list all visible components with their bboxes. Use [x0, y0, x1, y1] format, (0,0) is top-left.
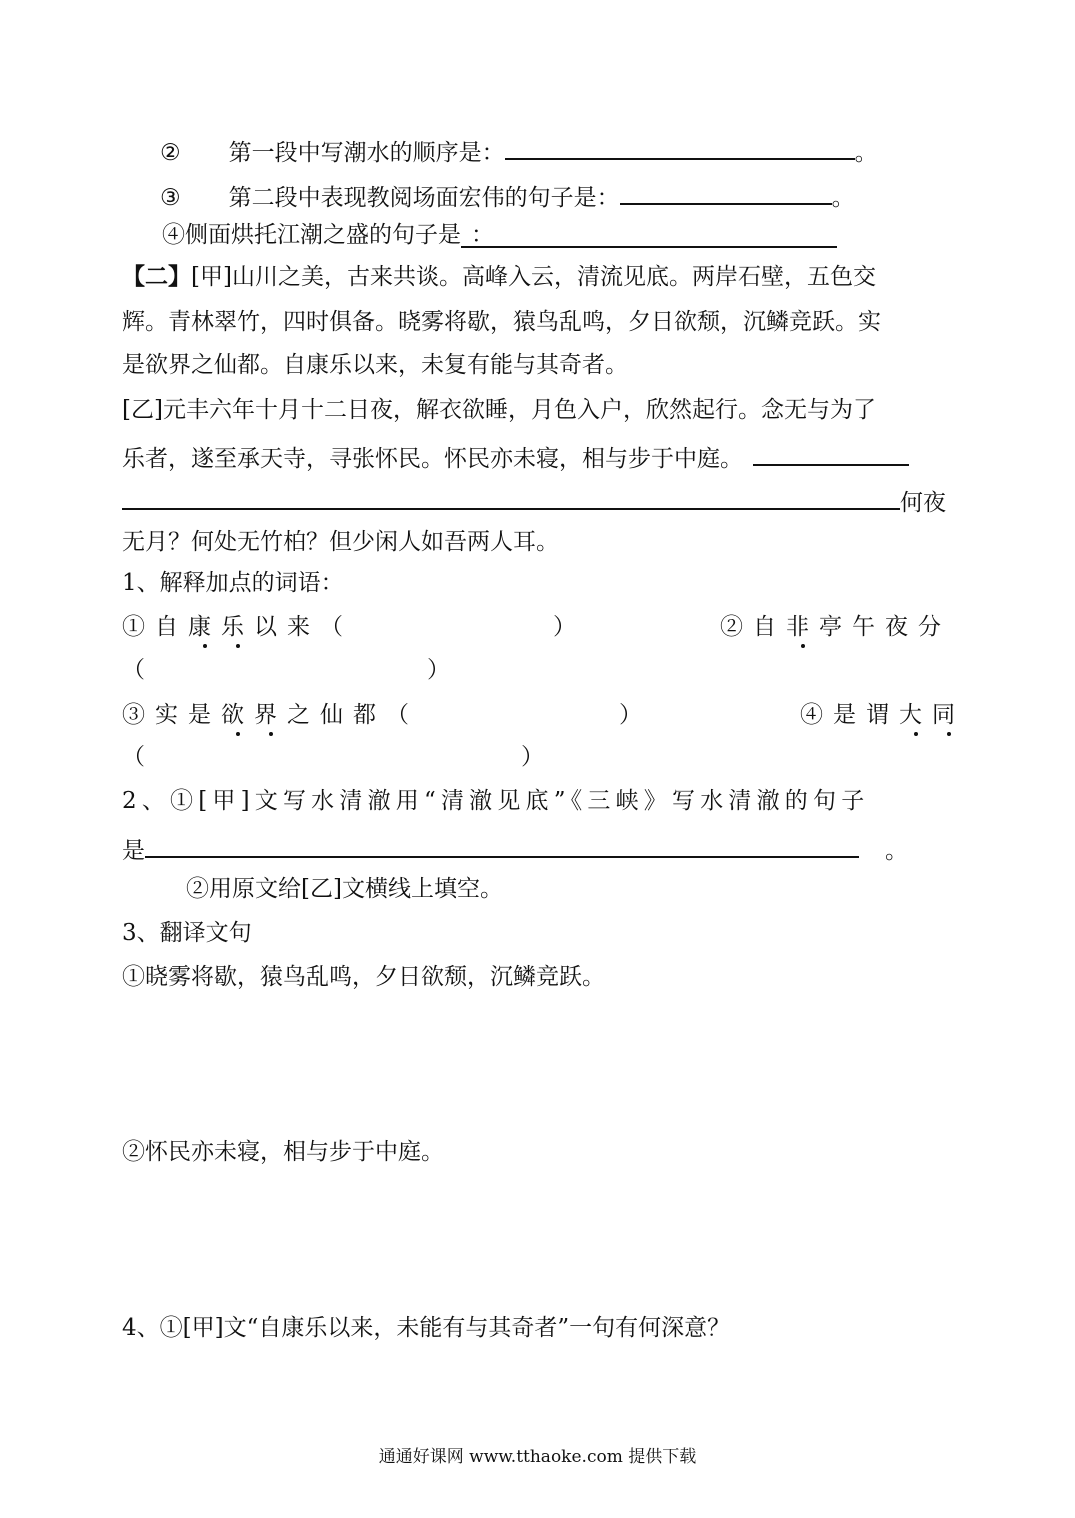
- q4-title: [122, 1313, 730, 1343]
- q1-title: [122, 568, 344, 598]
- passage-jia-line-2: [122, 307, 881, 337]
- question-text: 2、①[甲]文写水清澈用“清澈见底”《三峡》写水清澈的句子: [122, 788, 870, 814]
- question-text: 4、①[甲]文“自康乐以来，未能有与其奇者”一句有何深意？: [122, 1315, 731, 1341]
- dotted-char: 乐: [221, 614, 254, 640]
- dotted-char: 欲: [221, 702, 254, 728]
- q3-item-1: [122, 962, 605, 992]
- paren-close: ）: [521, 744, 544, 770]
- question-line-3: [160, 177, 855, 213]
- answer-blank[interactable]: [505, 132, 855, 160]
- answer-blank[interactable]: [620, 177, 832, 205]
- q1-row-1b: [720, 612, 951, 642]
- passage-yi-line-3: [122, 482, 946, 518]
- q2-line-2: [122, 830, 908, 866]
- passage-jia-line-1: [122, 262, 876, 292]
- q1-row-1: [122, 612, 586, 642]
- period: 。: [831, 185, 855, 211]
- passage-text: 是欲界之仙都。自康乐以来，未复有能与其奇者。: [122, 352, 628, 378]
- passage-text: [乙]元丰六年十月十二日夜，解衣欲睡，月色入户，欣然起行。念无与为了: [122, 397, 876, 423]
- q1-row-4: [122, 742, 544, 772]
- page-footer: 通通好课网 www.tthaoke.com 提供下载: [378, 1447, 697, 1467]
- paren-open: （: [122, 744, 145, 770]
- paren-open: （: [122, 657, 145, 683]
- question-text: ①晓雾将歇，猿鸟乱鸣，夕日欲颓，沉鳞竞跃。: [122, 964, 605, 990]
- period: 。: [885, 838, 908, 864]
- question-text: 是: [122, 838, 145, 864]
- q3-item-2: [122, 1137, 444, 1167]
- dotted-char: 非: [786, 614, 819, 640]
- word: 亭午夜分: [819, 614, 951, 640]
- item-text: ④侧面烘托江潮之盛的句子是: [162, 222, 461, 248]
- colon: ：: [471, 222, 494, 248]
- fill-blank[interactable]: [753, 438, 909, 466]
- passage-jia-line-3: [122, 350, 628, 380]
- dotted-char: 康: [188, 614, 221, 640]
- dotted-char: 界: [254, 702, 287, 728]
- paren-open: （: [320, 614, 353, 640]
- question-line-2: [160, 132, 878, 168]
- word: 以来: [254, 614, 320, 640]
- dotted-char: 同: [932, 702, 965, 728]
- question-text: ②怀民亦未寝，相与步于中庭。: [122, 1139, 444, 1165]
- passage-text: 辉。青林翠竹，四时俱备。晓雾将歇，猿鸟乱鸣，夕日欲颓，沉鳞竞跃。实: [122, 309, 881, 335]
- period: 。: [854, 140, 878, 166]
- word: 之仙都: [287, 702, 386, 728]
- item-number: ③: [160, 185, 181, 211]
- question-text: ②用原文给[乙]文横线上填空。: [186, 876, 503, 902]
- paren-close: ）: [619, 702, 652, 728]
- question-title: 1、解释加点的词语：: [122, 570, 344, 596]
- passage-text: 乐者，遂至承天寺，寻张怀民。怀民亦未寝，相与步于中庭。: [122, 446, 743, 472]
- passage-yi-line-1: [122, 395, 876, 425]
- q2-line-3: [186, 874, 503, 904]
- paren-open: （: [386, 702, 419, 728]
- passage-yi-line-2: [122, 438, 909, 474]
- answer-blank[interactable]: [145, 830, 859, 858]
- paren-close: ）: [427, 657, 450, 683]
- word: ②自: [720, 614, 786, 640]
- passage-text: [甲]山川之美，古来共谈。高峰入云，清流见底。两岸石壁，五色交: [191, 264, 876, 290]
- dotted-char: 大: [899, 702, 932, 728]
- passage-text: 无月？何处无竹柏？但少闲人如吾两人耳。: [122, 529, 559, 555]
- q2-line-1: [122, 786, 869, 816]
- q1-row-2: [122, 655, 450, 685]
- q1-row-3b: [800, 700, 965, 730]
- word: ①自: [122, 614, 188, 640]
- item-text: 第二段中表现教阅场面宏伟的句子是：: [228, 185, 620, 211]
- q1-row-3: [122, 700, 652, 730]
- paren-close: ）: [553, 614, 586, 640]
- question-line-4: [162, 220, 837, 250]
- item-text: 第一段中写潮水的顺序是：: [228, 140, 505, 166]
- passage-yi-line-4: [122, 527, 559, 557]
- item-number: ②: [160, 140, 181, 166]
- fill-blank[interactable]: [122, 482, 900, 510]
- answer-blank[interactable]: [461, 220, 837, 248]
- q3-title: [122, 918, 252, 948]
- word: ④是谓: [800, 702, 899, 728]
- passage-text: 何夜: [900, 490, 946, 516]
- word: ③实是: [122, 702, 221, 728]
- section-label: 【二】: [122, 263, 191, 290]
- question-title: 3、翻译文句: [122, 920, 252, 946]
